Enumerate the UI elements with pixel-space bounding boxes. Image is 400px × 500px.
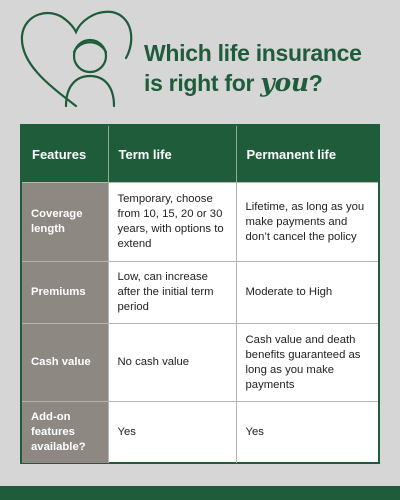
table-header-row [22, 126, 378, 183]
cell-term-coverage: Temporary, choose from 10, 15, 20 or 30 years, with options to extend [108, 183, 236, 262]
page-title [144, 38, 394, 98]
row-header-cash-value: Cash value [22, 324, 108, 402]
cell-permanent-add-on: Yes [236, 402, 378, 463]
column-header-features: Features [22, 126, 108, 183]
heart-person-icon [16, 6, 136, 110]
row-header-coverage-length: Coverage length [22, 183, 108, 262]
cell-term-premiums: Low, can increase after the initial term period [108, 262, 236, 324]
title-line-2: is right for [144, 70, 261, 96]
title-end: ? [308, 70, 323, 96]
table-row [22, 402, 378, 463]
cell-term-add-on: Yes [108, 402, 236, 463]
comparison-table [20, 124, 380, 464]
row-header-premiums: Premiums [22, 262, 108, 324]
cell-permanent-cash-value: Cash value and death benefits guaranteed as long as you make payments [236, 324, 378, 402]
cell-term-cash-value: No cash value [108, 324, 236, 402]
header [0, 0, 400, 120]
cell-permanent-premiums: Moderate to High [236, 262, 378, 324]
column-header-permanent-life: Permanent life [236, 126, 378, 183]
cell-permanent-coverage: Lifetime, as long as you make payments and don’t cancel the policy [236, 183, 378, 262]
table-row [22, 324, 378, 402]
title-emphasis: you [260, 68, 309, 97]
table-row [22, 183, 378, 262]
title-line-1: Which life insurance [144, 40, 362, 66]
table-row [22, 262, 378, 324]
footer-bar [0, 486, 400, 500]
row-header-add-on-features: Add-on features available? [22, 402, 108, 463]
column-header-term-life: Term life [108, 126, 236, 183]
